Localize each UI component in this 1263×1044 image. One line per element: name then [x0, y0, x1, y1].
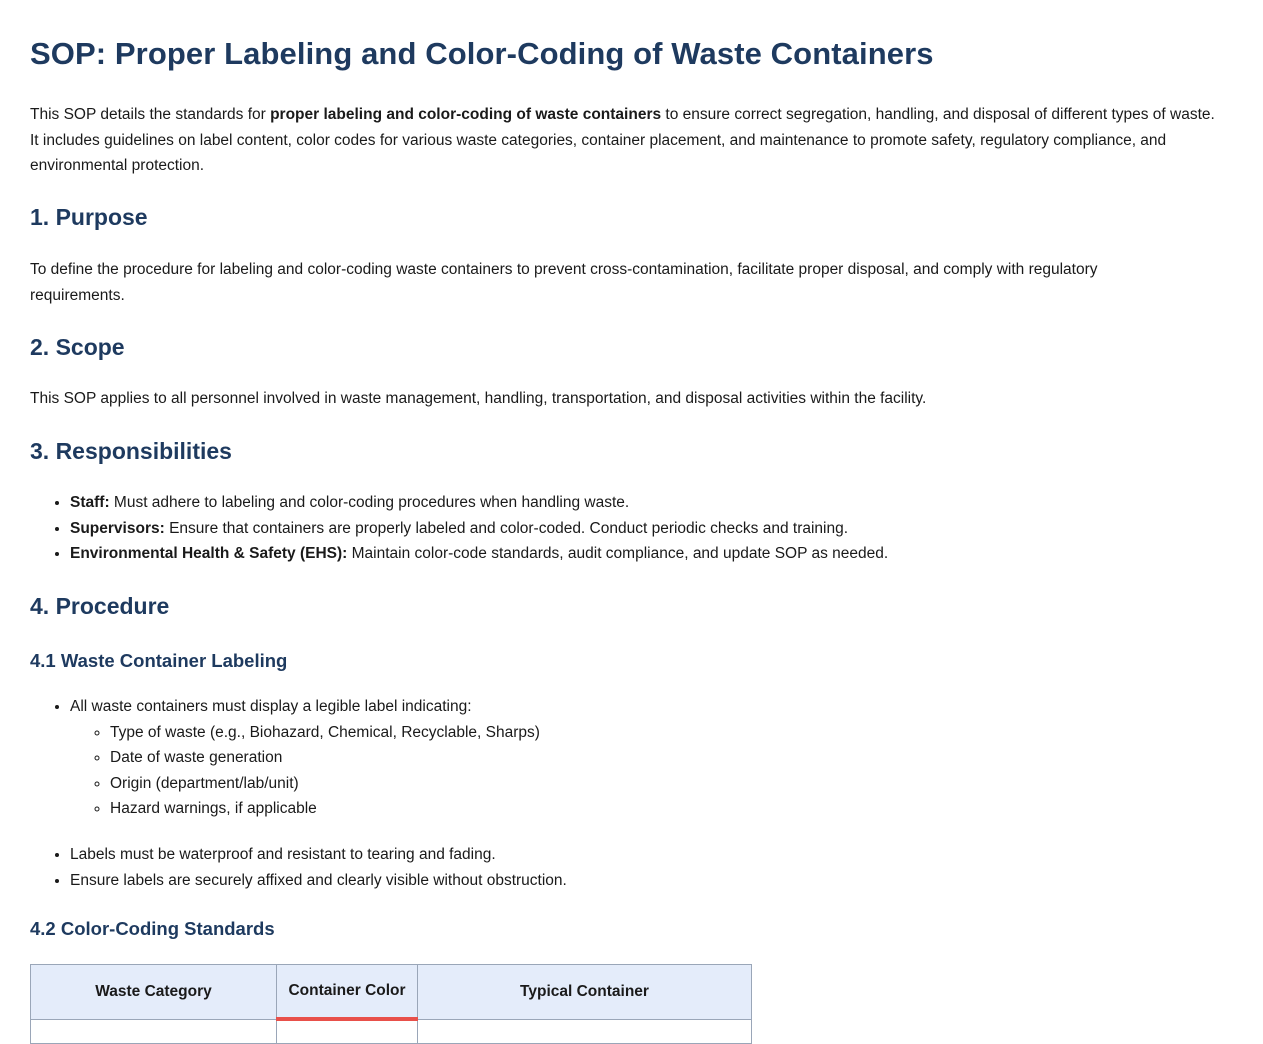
color-swatch-cell	[277, 1019, 418, 1044]
intro-text-start: This SOP details the standards for	[30, 106, 271, 123]
purpose-text: To define the procedure for labeling and color-coding waste containers to prevent cross-contamination, facilitate proper disposal, and comply with regulatory requirements.	[30, 261, 1098, 304]
labeling-heading: 4.1 Waste Container Labeling	[30, 650, 288, 671]
scope-text: This SOP applies to all personnel involved in waste management, handling, transportation, and disposal activities within the facility.	[30, 390, 927, 407]
color-coding-heading: 4.2 Color-Coding Standards	[30, 918, 275, 939]
column-header-waste-category: Waste Category	[31, 965, 277, 1020]
column-header-container-color: Container Color	[277, 965, 418, 1020]
role-label: Staff:	[70, 494, 110, 511]
purpose-heading: 1. Purpose	[30, 204, 148, 230]
list-item	[70, 490, 1227, 516]
scope-heading: 2. Scope	[30, 334, 125, 360]
table-header-row	[31, 965, 752, 1020]
labeling-list-continued	[30, 842, 1227, 893]
column-header-typical-container: Typical Container	[418, 965, 752, 1020]
responsibilities-heading: 3. Responsibilities	[30, 438, 232, 464]
role-text: Ensure that containers are properly labeled and color-coded. Conduct periodic checks and training.	[164, 519, 849, 537]
table-cell	[31, 1019, 277, 1044]
list-item	[70, 541, 1227, 567]
labeling-list	[30, 694, 1227, 822]
list-item	[70, 516, 1227, 542]
table-cell	[418, 1019, 752, 1044]
role-text: Must adhere to labeling and color-coding procedures when handling waste.	[109, 494, 630, 511]
procedure-heading: 4. Procedure	[30, 593, 170, 619]
color-coding-table	[30, 964, 752, 1044]
page-title: SOP: Proper Labeling and Color-Coding of Waste Containers	[30, 36, 934, 71]
list-item: ◦ Date of waste generation	[110, 745, 1227, 771]
label-requirement-text: All waste containers must display a legible label indicating:	[70, 698, 472, 715]
role-label: Environmental Health & Safety (EHS):	[70, 545, 348, 562]
role-label: Supervisors:	[70, 519, 165, 537]
intro-text-bold: proper labeling and color-coding of waste containers	[270, 106, 662, 123]
intro-text-end: to ensure correct segregation, handling, and disposal of different types of waste. It includes guidelines on label content, color codes for various waste categories, container placement, and maintenance to promote safety, regulatory compliance, and environmental protection.	[30, 106, 1215, 174]
role-text: Maintain color-code standards, audit compliance, and update SOP as needed.	[347, 545, 889, 562]
intro-paragraph	[30, 102, 1227, 179]
label-contents-list	[70, 720, 1227, 822]
list-item: • Ensure labels are securely affixed and clearly visible without obstruction.	[70, 868, 1227, 894]
list-item: ◦ Origin (department/lab/unit)	[110, 771, 1227, 797]
list-item: • Labels must be waterproof and resistant to tearing and fading.	[70, 842, 1227, 868]
list-item: ◦ Hazard warnings, if applicable	[110, 796, 1227, 822]
table-row	[31, 1019, 752, 1044]
responsibilities-list	[30, 490, 1227, 567]
list-item	[70, 694, 1227, 822]
list-item: ◦ Type of waste (e.g., Biohazard, Chemical, Recyclable, Sharps)	[110, 720, 1227, 746]
